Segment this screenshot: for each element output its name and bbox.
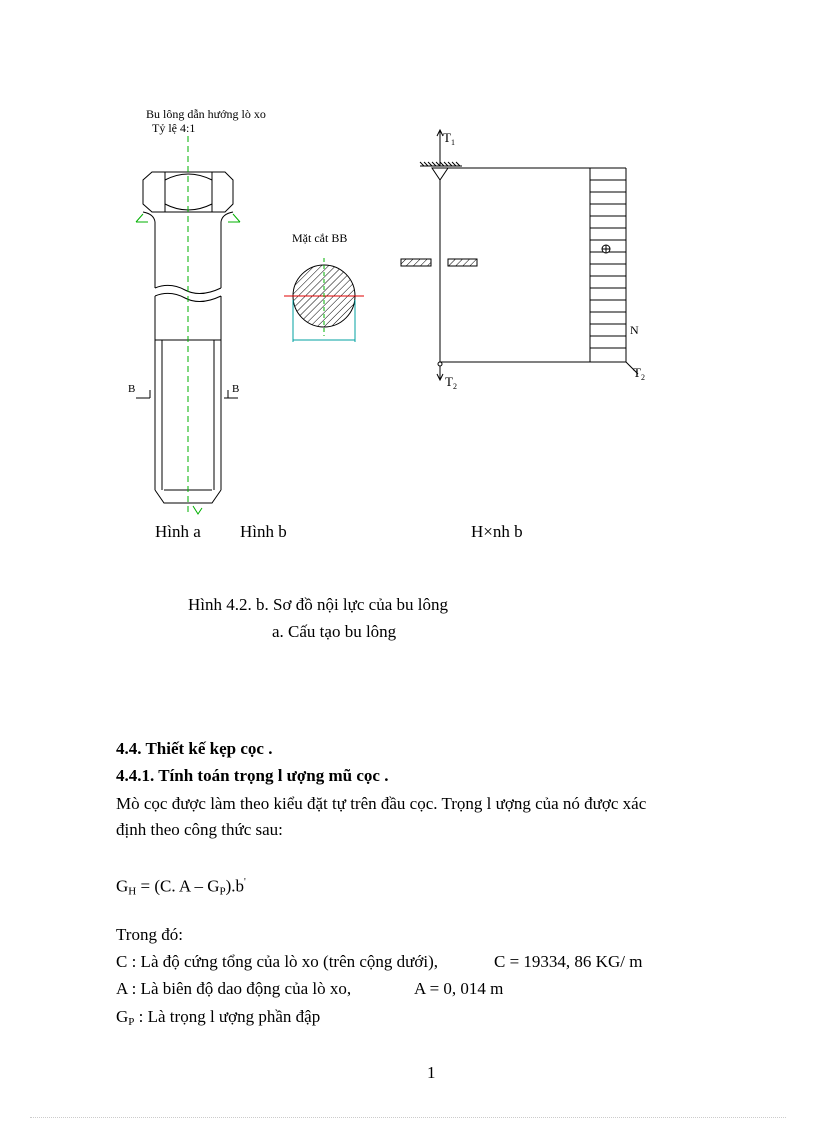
section-bb — [284, 258, 364, 342]
paragraph-line2: định theo công thức sau: — [116, 820, 283, 839]
bolt-force-diagram — [0, 0, 816, 560]
definition-a: A : Là biên độ dao động của lò xo, — [116, 979, 352, 998]
force-diagram-stripes — [590, 180, 626, 348]
label-t2-right: $T_2$ — [633, 365, 645, 382]
page-bottom-rule — [30, 1117, 786, 1118]
definition-c: C : Là độ cứng tổng của lò xo (trên cộng dưới), — [116, 952, 439, 971]
definition-c-value: C = 19334, 86 KG/ m — [494, 952, 643, 971]
page-number: 1 — [427, 1063, 436, 1082]
roughness-mark-left — [136, 214, 148, 222]
where-label: Trong đó: — [116, 925, 183, 944]
definition-a-value: A = 0, 014 m — [414, 979, 504, 998]
section-title: Mặt cắt BB — [292, 231, 348, 245]
section-heading: 4.4. Thiết kế kẹp cọc . — [116, 739, 273, 758]
roughness-mark-right — [228, 214, 240, 222]
section-mark-left — [136, 390, 150, 398]
label-t1: $T_1$ — [443, 130, 455, 147]
definition-gp: $G_P$ : Là trọng l ượng phần đập — [116, 1007, 321, 1028]
positive-sign-icon — [602, 245, 610, 253]
plate-left — [401, 259, 431, 266]
bolt-title: Bu lông dẫn hướng lò xo — [146, 107, 266, 121]
label-t2: $T_2$ — [445, 374, 457, 391]
plate-right — [448, 259, 477, 266]
section-mark-right-label: B — [232, 383, 240, 395]
figure-label-b2: H×nh b — [471, 522, 523, 541]
figure-caption-line1: Hình 4.2. b. Sơ đồ nội lực của bu lông — [188, 595, 448, 614]
label-n: N — [630, 323, 639, 337]
bolt-scale: Tỷ lệ 4:1 — [152, 121, 196, 135]
section-mark-left-label: B — [128, 383, 136, 395]
force-diagram — [420, 130, 626, 380]
tip-mark — [193, 506, 202, 514]
subsection-heading: 4.4.1. Tính toán trọng l ượng mũ cọc . — [116, 766, 389, 785]
figure-label-b: Hình b — [240, 522, 287, 541]
paragraph-line1: Mò cọc được làm theo kiểu đặt tự trên đầu cọc. Trọng l ượng của nó được xác — [116, 794, 647, 813]
formula-gh: $G_H = (C$. A – $G_P).b'$ — [116, 876, 246, 898]
figure-caption-line2: a. Cấu tạo bu lông — [272, 622, 397, 641]
figure-label-a: Hình a — [155, 522, 201, 541]
